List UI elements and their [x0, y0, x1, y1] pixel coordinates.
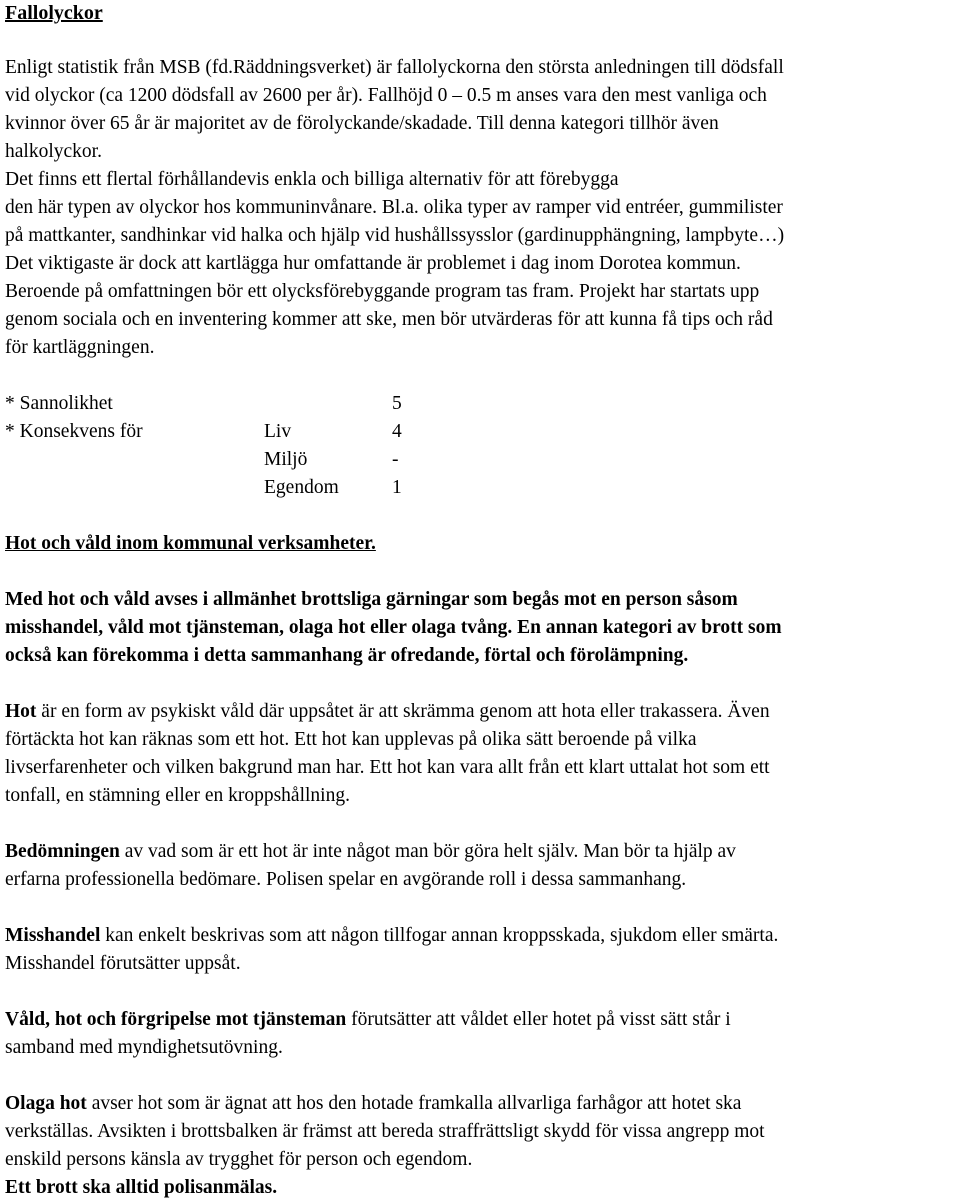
risk-category: Liv: [264, 421, 292, 442]
term-hot: Hot: [5, 701, 37, 722]
text-line: misshandel, våld mot tjänsteman, olaga hot eller olaga tvång. En annan kategori av brott som: [5, 617, 782, 638]
paragraph-bedomningen: [5, 838, 960, 894]
text-line: Beroende på omfattningen bör ett olycksförebyggande program tas fram. Projekt har startats upp: [5, 281, 760, 302]
final-statement: Ett brott ska alltid polisanmälas.: [5, 1177, 278, 1198]
section-title-fallolyckor: Fallolyckor: [5, 2, 103, 24]
text-run: förutsätter att våldet eller hotet på visst sätt står i: [346, 1009, 731, 1030]
paragraph-fallolyckor: [5, 54, 960, 362]
risk-category: Miljö: [264, 449, 308, 470]
text-run: är en form av psykiskt våld där uppsåtet är att skrämma genom att hota eller trakassera. Även: [36, 701, 770, 722]
risk-value: 1: [392, 477, 402, 498]
text-line: [5, 698, 960, 726]
text-line: [5, 1090, 960, 1118]
paragraph-vald-mot-tjansteman: [5, 1006, 960, 1062]
text-line: vid olyckor (ca 1200 dödsfall av 2600 per år). Fallhöjd 0 – 0.5 m anses vara den mest vanliga och: [5, 85, 767, 106]
risk-value: 5: [392, 393, 402, 414]
text-line: Det viktigaste är dock att kartlägga hur omfattande är problemet i dag inom Dorotea kommun.: [5, 253, 741, 274]
risk-category: Egendom: [264, 477, 339, 498]
risk-value: -: [392, 449, 399, 470]
text-line: enskild persons känsla av trygghet för person och egendom.: [5, 1149, 473, 1170]
term-vald-mot-tjansteman: Våld, hot och förgripelse mot tjänsteman: [5, 1009, 347, 1030]
paragraph-misshandel: [5, 922, 960, 978]
risk-row: [5, 390, 960, 418]
text-line: [5, 922, 960, 950]
text-line: Enligt statistik från MSB (fd.Räddningsverket) är fallolyckorna den största anledningen till dödsfall: [5, 57, 784, 78]
term-misshandel: Misshandel: [5, 925, 101, 946]
paragraph-hot: [5, 698, 960, 810]
text-line: samband med myndighetsutövning.: [5, 1037, 283, 1058]
term-olaga-hot: Olaga hot: [5, 1093, 87, 1114]
risk-row: [5, 418, 960, 446]
text-line: livserfarenheter och vilken bakgrund man har. Ett hot kan vara allt från ett klart uttalat hot som ett: [5, 757, 770, 778]
text-line: Misshandel förutsätter uppsåt.: [5, 953, 241, 974]
risk-label: * Konsekvens för: [5, 421, 143, 442]
paragraph-olaga-hot: [5, 1090, 960, 1202]
text-line: [5, 838, 960, 866]
text-line: för kartläggningen.: [5, 337, 155, 358]
text-line: verkställas. Avsikten i brottsbalken är främst att bereda straffrättsligt skydd för vissa angrepp mot: [5, 1121, 765, 1142]
text-run: kan enkelt beskrivas som att någon tillfogar annan kroppsskada, sjukdom eller smärta.: [100, 925, 779, 946]
text-line: också kan förekomma i detta sammanhang är ofredande, förtal och förolämpning.: [5, 645, 689, 666]
section-title-hot-och-vald: Hot och våld inom kommunal verksamheter.: [5, 533, 376, 554]
text-line: Det finns ett flertal förhållandevis enkla och billiga alternativ för att förebygga: [5, 169, 619, 190]
text-line: tonfall, en stämning eller en kroppshållning.: [5, 785, 350, 806]
text-line: den här typen av olyckor hos kommuninvånare. Bl.a. olika typer av ramper vid entréer, gummilister: [5, 197, 783, 218]
text-line: [5, 1006, 960, 1034]
risk-label: * Sannolikhet: [5, 393, 113, 414]
term-bedomningen: Bedömningen: [5, 841, 120, 862]
text-line: halkolyckor.: [5, 141, 102, 162]
risk-assessment: [5, 390, 960, 502]
paragraph-intro-hot-och-vald: [5, 586, 960, 670]
text-run: avser hot som är ägnat att hos den hotade framkalla allvarliga farhågor att hotet ska: [86, 1093, 742, 1114]
text-line: erfarna professionella bedömare. Polisen spelar en avgörande roll i dessa sammanhang.: [5, 869, 687, 890]
risk-value: 4: [392, 421, 402, 442]
text-line: förtäckta hot kan räknas som ett hot. Ett hot kan upplevas på olika sätt beroende på vilka: [5, 729, 697, 750]
risk-row: [5, 446, 960, 474]
text-run: av vad som är ett hot är inte något man bör göra helt själv. Man bör ta hjälp av: [119, 841, 736, 862]
risk-row: [5, 474, 960, 502]
text-line: Med hot och våld avses i allmänhet brottsliga gärningar som begås mot en person såsom: [5, 589, 738, 610]
text-line: kvinnor över 65 år är majoritet av de förolyckande/skadade. Till denna kategori tillhör även: [5, 113, 719, 134]
text-line: genom sociala och en inventering kommer att ske, men bör utvärderas för att kunna få tips och råd: [5, 309, 773, 330]
text-line: på mattkanter, sandhinkar vid halka och hjälp vid hushållssysslor (gardinupphängning, lampbyte…): [5, 225, 785, 246]
